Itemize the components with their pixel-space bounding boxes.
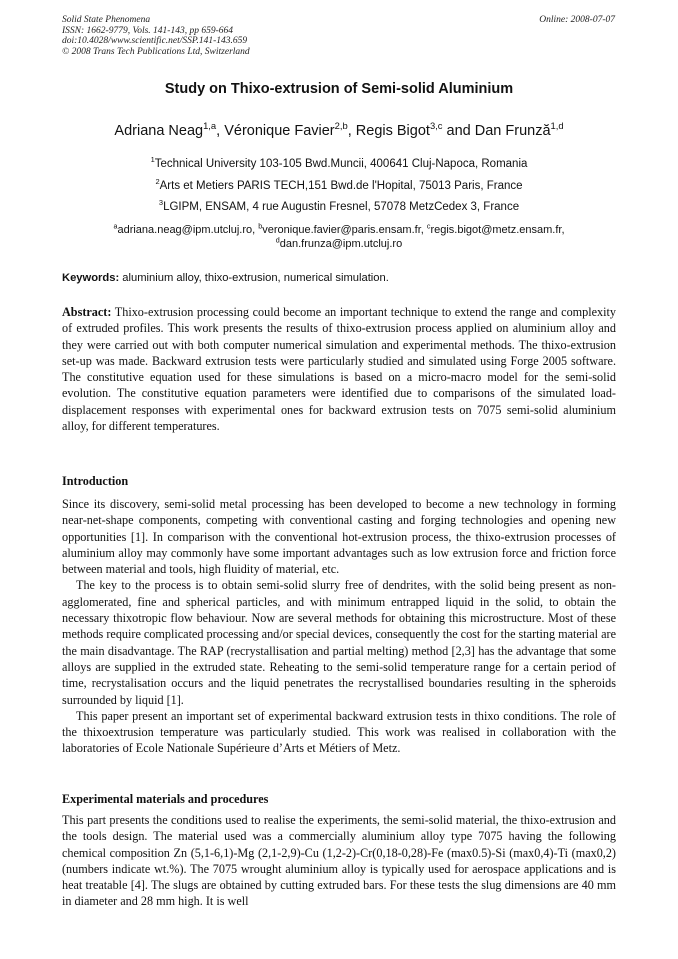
email-link[interactable]: adriana.neag@ipm.utcluj.ro,: [117, 224, 259, 236]
paragraph: This paper present an important set of experimental backward extrusion tests in thixo conditions. The role of the thixoextrusion temperature was particularly studied. This work was realised in collaboration with the laboratories of Ecole Nationale Supérieure d’Arts et Métiers of Metz.: [62, 708, 616, 756]
abstract: [62, 304, 616, 434]
email-mark: c: [426, 222, 431, 231]
author-separator: ,: [347, 123, 356, 139]
affiliation-text: Arts et Metiers PARIS TECH,151 Bwd.de l'Hopital, 75013 Paris, France: [159, 180, 523, 192]
section-heading-experimental: Experimental materials and procedures: [62, 792, 269, 806]
author-list: [0, 120, 678, 139]
author-affiliation-mark: 1,d: [550, 120, 564, 132]
affiliation-text: LGIPM, ENSAM, 4 rue Augustin Fresnel, 57078 MetzCedex 3, France: [163, 201, 520, 213]
email-mark: a: [113, 222, 118, 231]
author-name: Véronique Favier: [224, 123, 335, 139]
affiliation-2: [0, 177, 678, 192]
affiliation-mark: 3: [158, 198, 164, 208]
issn-line: ISSN: 1662-9779, Vols. 141-143, pp 659-664: [62, 25, 233, 36]
section-heading-introduction: Introduction: [62, 474, 129, 488]
author-affiliation-mark: 2,b: [334, 120, 348, 132]
introduction-body: [62, 496, 616, 757]
affiliation-1: [0, 155, 678, 170]
author-affiliation-mark: 1,a: [203, 120, 217, 132]
experimental-body: This part presents the conditions used to realise the experiments, the semi-solid material, the thixo-extrusion and the tools design. The material used was a commercially aluminium alloy type 7075 having the following chemical composition Zn (5,1-6,1)-Mg (2,1-2,9)-Cu (1,2-2)-Cr(0,18-0,28)-Fe (max0.5)-Si (max0,4)-Ti (max0,2) (numbers indicate wt.%). The 7075 wrought aluminium alloy is typically used for aerospace applications and is heat treatable [4]. The slugs are obtained by cutting extruded bars. For these tests the slug dimensions are 40 mm in diameter and 28 mm high. It is well: [62, 813, 616, 909]
email-link[interactable]: dan.frunza@ipm.utcluj.ro: [279, 238, 403, 250]
affiliation-mark: 2: [155, 177, 160, 187]
abstract-text: Thixo-extrusion processing could become an important technique to extend the range and complexity of extruded profiles. This work presents the results of thixo-extrusion process applied on aluminium alloy and they were carried out with both computer numerical simulation and experimental methods. The thixo-extrusion set-up was made. Backward extrusion tests were particularly studied and simulated using Forge 2005 software. The constitutive equation used for these simulations is based on a micro-macro model for the semi-solid evolution. The constitutive equation parameters were identified due to comparisons of the simulated load-displacement responses with experimental ones for backward extrusion tests on 7075 semi-solid aluminium alloy, for different temperatures.: [62, 305, 616, 434]
keywords-text: aluminium alloy, thixo-extrusion, numerical simulation.: [119, 272, 389, 284]
journal-name: Solid State Phenomena: [62, 15, 151, 25]
author-separator: ,: [216, 123, 225, 139]
copyright-line: © 2008 Trans Tech Publications Ltd, Switzerland: [62, 46, 250, 57]
doi-line[interactable]: doi:10.4028/www.scientific.net/SSP.141-143.659: [62, 36, 248, 46]
paper-title: Study on Thixo-extrusion of Semi-solid Aluminium: [164, 81, 514, 97]
online-date: Online: 2008-07-07: [539, 15, 615, 25]
paragraph: Since its discovery, semi-solid metal processing has been developed to become a new technology in forming near-net-shape components, competing with conventional casting and forging technologies and opening new opportunities [1]. In comparison with the conventional hot-extrusion process, the thixo-extrusion processes of aluminium alloy may commonly have some important advantages such as low extrusion force and friction force between material and tools, high fluidity of material, etc.: [62, 497, 616, 577]
affiliation-3: [0, 198, 678, 213]
email-link[interactable]: regis.bigot@metz.ensam.fr,: [430, 224, 565, 236]
email-link[interactable]: veronique.favier@paris.ensam.fr,: [262, 224, 427, 236]
author-emails: [62, 223, 616, 251]
author-name: Regis Bigot: [355, 123, 430, 139]
email-mark: d: [275, 236, 280, 245]
author-name: Adriana Neag: [114, 123, 204, 139]
author-affiliation-mark: 3,c: [429, 120, 443, 132]
author-name: Dan Frunză: [474, 123, 551, 139]
affiliation-text: Technical University 103-105 Bwd.Muncii, 400641 Cluj-Napoca, Romania: [154, 158, 528, 170]
abstract-label: Abstract:: [62, 305, 112, 319]
publication-header: [62, 15, 462, 57]
affiliation-mark: 1: [150, 155, 155, 165]
author-separator: and: [442, 123, 475, 139]
keywords: [62, 272, 616, 284]
email-mark: b: [258, 222, 263, 231]
paragraph: The key to the process is to obtain semi-solid slurry free of dendrites, with the solid being present as non-agglomerated, fine and spherical particles, and with minimum entrapped liquid in the solid, to obtain the necessary thixotropic flow behaviour. Now are several methods for obtaining this microstructure. Most of these methods require complicated processing and/or special devices, consequently the cost for the starting material are the main disadvantage. The RAP (recrystallisation and partial melting) method [2,3] has the advantage that some alloys are supplied in the extruded state. Reheating to the semi-solid temperature range for a certain period of time, recrystalisation occurs and the liquid penetrates the recrystallised boundaries resulting in the spheroids surrounded by liquid [1].: [62, 578, 616, 707]
keywords-label: Keywords:: [62, 272, 120, 284]
